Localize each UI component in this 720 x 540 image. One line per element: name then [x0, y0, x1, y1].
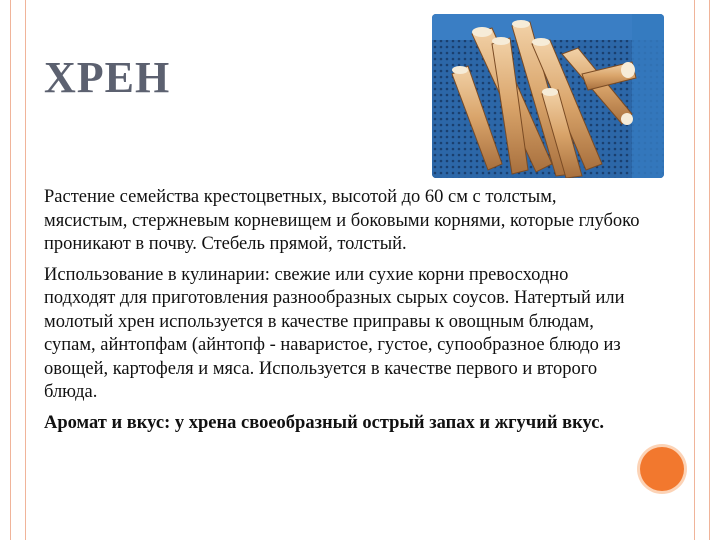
horseradish-photo: [432, 14, 664, 178]
left-decorative-border: [10, 0, 26, 540]
right-decorative-border: [694, 0, 710, 540]
slide-title: ХРЕН: [44, 53, 171, 102]
decorative-circle: [640, 447, 684, 491]
paragraph-culinary-use: Использование в кулинарии: свежие или сухие корни превосходно подходят для приготовления разнообразных сырых соусов. Натертый или молотый хрен используется в качестве приправы к овощным блюдам, супам, айнтопфам (айнтопф - наваристое, густое, супообразное блюдо из овощей, картофеля и мяса. Используется в качестве первого и второго блюда.: [44, 264, 625, 402]
slide-body: [44, 186, 644, 442]
paragraph-description: Растение семейства крестоцветных, высотой до 60 см с толстым, мясистым, стержневым корневищем и боковыми корнями, которые глубоко проникают в почву. Стебель прямой, толстый.: [44, 187, 640, 254]
paragraph-aroma-taste: Аромат и вкус: у хрена своеобразный острый запах и жгучий вкус.: [44, 412, 605, 433]
